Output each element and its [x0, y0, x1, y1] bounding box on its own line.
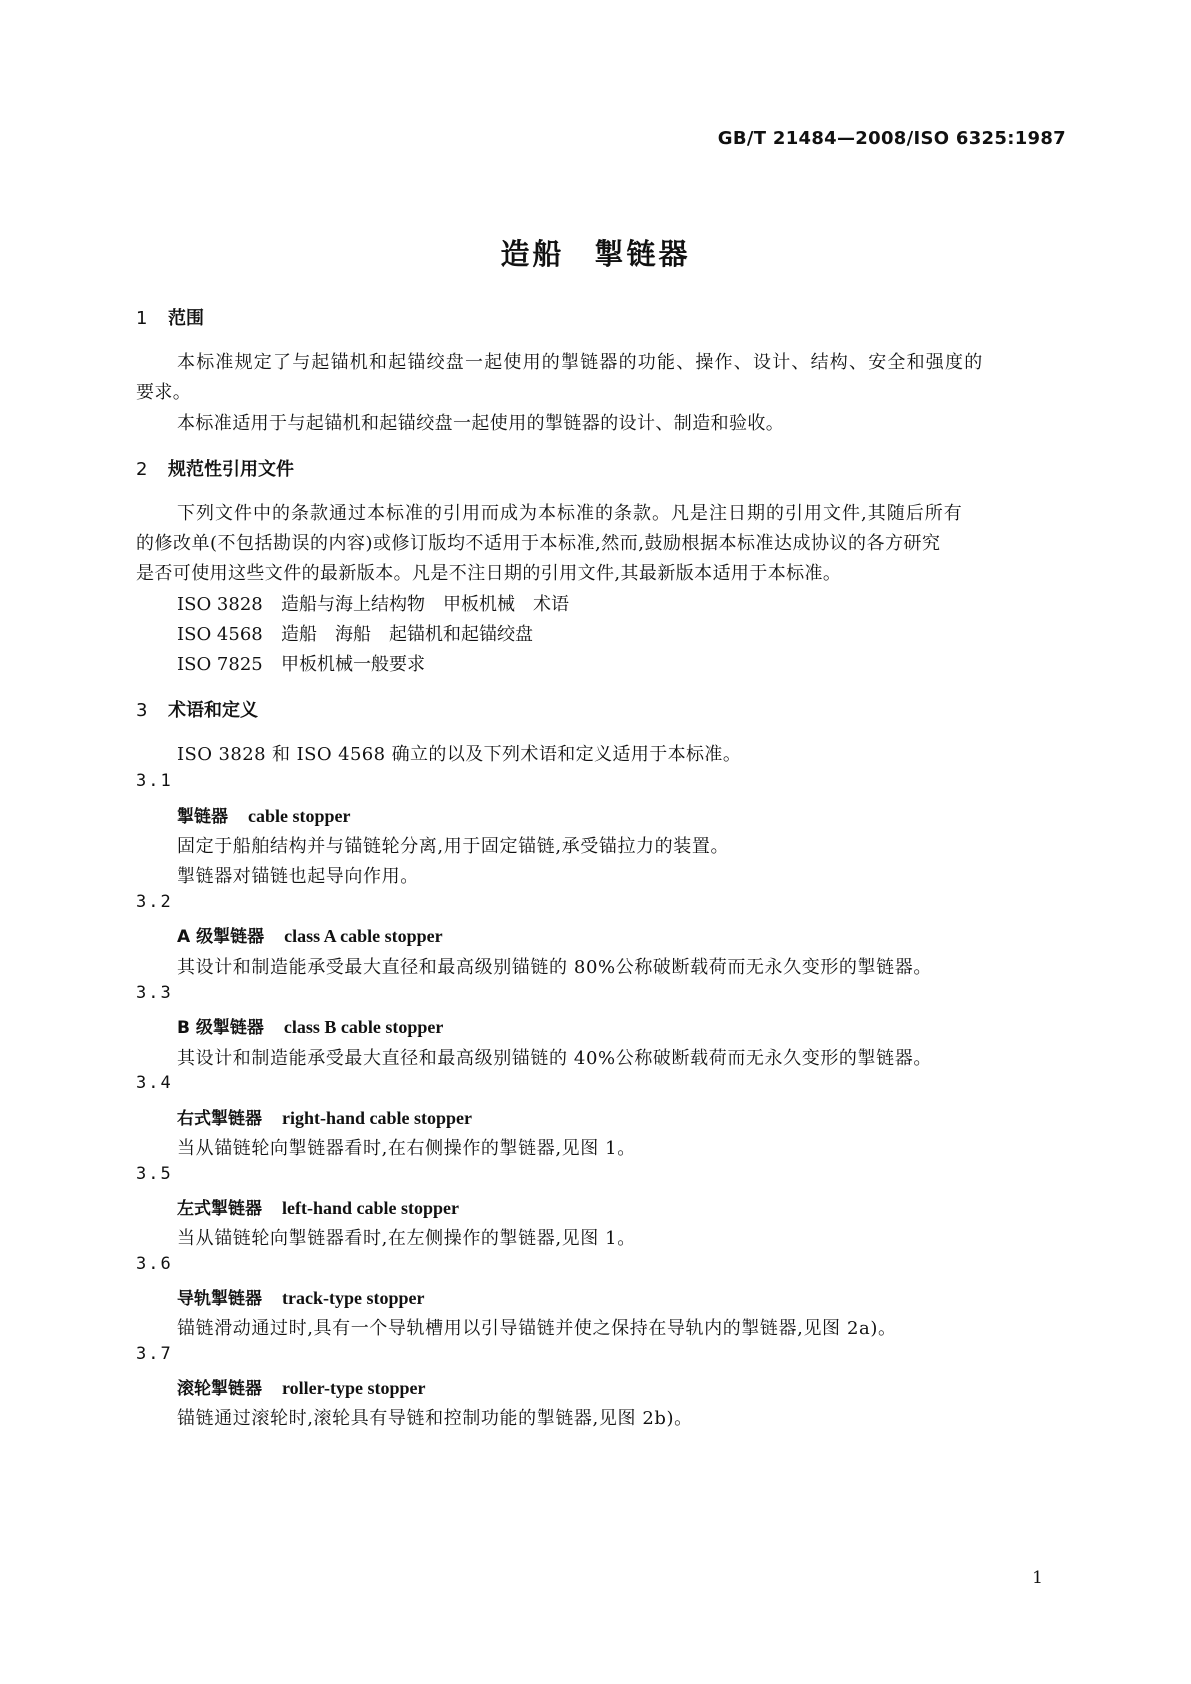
term-zh: 滚轮掣链器 — [177, 1379, 262, 1399]
term-heading — [177, 1013, 443, 1038]
s1-para1-line2: 要求。 — [136, 382, 192, 403]
term-en: roller-type stopper — [282, 1378, 426, 1398]
term-number: 3.3 — [136, 983, 173, 1003]
term-number: 3.5 — [136, 1164, 173, 1184]
term-en: class B cable stopper — [283, 1017, 444, 1037]
reference-item — [177, 620, 533, 646]
term-en: track-type stopper — [282, 1288, 425, 1308]
term-zh: 右式掣链器 — [177, 1109, 262, 1129]
term-definition: 锚链滑动通过时,具有一个导轨槽用以引导锚链并使之保持在导轨内的掣链器,见图 2a)。 — [177, 1318, 897, 1339]
section-title: 规范性引用文件 — [168, 459, 294, 480]
reference-item — [177, 650, 425, 676]
term-number: 3.1 — [136, 771, 173, 791]
page-number: 1 — [1032, 1568, 1043, 1588]
term-zh: 导轨掣链器 — [177, 1289, 262, 1309]
term-definition: 其设计和制造能承受最大直径和最高级别锚链的 80%公称破断载荷而无永久变形的掣链器。 — [177, 957, 932, 978]
term-heading — [177, 1374, 425, 1399]
term-number: 3.2 — [136, 892, 173, 912]
term-zh: 掣链器 — [177, 807, 228, 827]
term-en: left-hand cable stopper — [282, 1198, 459, 1218]
reference-title: 甲板机械一般要求 — [281, 654, 425, 675]
title-part-2: 掣链器 — [594, 237, 691, 271]
term-heading — [177, 922, 443, 947]
term-en: class A cable stopper — [284, 926, 443, 946]
section-2-heading — [136, 455, 294, 481]
term-zh: B 级掣链器 — [177, 1018, 264, 1038]
reference-title: 造船 海船 起锚机和起锚绞盘 — [281, 624, 533, 645]
section-number: 3 — [136, 700, 148, 721]
reference-item — [177, 590, 569, 616]
term-zh: 左式掣链器 — [177, 1199, 262, 1219]
term-heading — [177, 1104, 472, 1129]
reference-code: ISO 3828 — [177, 594, 263, 615]
term-definition: 其设计和制造能承受最大直径和最高级别锚链的 40%公称破断载荷而无永久变形的掣链器。 — [177, 1048, 932, 1069]
term-en: cable stopper — [248, 806, 351, 826]
term-heading — [177, 1194, 459, 1219]
s2-para-line2: 的修改单(不包括勘误的内容)或修订版均不适用于本标准,然而,鼓励根据本标准达成协议的各方研究 — [136, 533, 941, 554]
s2-para-line1: 下列文件中的条款通过本标准的引用而成为本标准的条款。凡是注日期的引用文件,其随后所有 — [177, 503, 963, 524]
reference-title: 造船与海上结构物 甲板机械 术语 — [281, 594, 569, 615]
reference-code: ISO 4568 — [177, 624, 263, 645]
term-number: 3.4 — [136, 1073, 173, 1093]
term-definition: 固定于船舶结构并与锚链轮分离,用于固定锚链,承受锚拉力的装置。 — [177, 836, 730, 857]
term-definition: 当从锚链轮向掣链器看时,在右侧操作的掣链器,见图 1。 — [177, 1138, 636, 1159]
section-number: 1 — [136, 308, 148, 329]
term-note: 掣链器对锚链也起导向作用。 — [177, 866, 419, 887]
section-1-heading — [136, 304, 204, 330]
section-title: 范围 — [168, 308, 204, 329]
term-zh: A 级掣链器 — [177, 927, 265, 947]
term-en: right-hand cable stopper — [282, 1108, 473, 1128]
page-title — [0, 232, 1191, 273]
s2-para-line3: 是否可使用这些文件的最新版本。凡是不注日期的引用文件,其最新版本适用于本标准。 — [136, 563, 842, 584]
title-part-1: 造船 — [500, 237, 565, 271]
reference-code: ISO 7825 — [177, 654, 263, 675]
term-definition: 当从锚链轮向掣链器看时,在左侧操作的掣链器,见图 1。 — [177, 1228, 636, 1249]
term-number: 3.6 — [136, 1254, 173, 1274]
section-number: 2 — [136, 459, 148, 480]
section-title: 术语和定义 — [168, 700, 258, 721]
term-number: 3.7 — [136, 1344, 173, 1364]
s1-para1-line1: 本标准规定了与起锚机和起锚绞盘一起使用的掣链器的功能、操作、设计、结构、安全和强度的 — [177, 352, 984, 373]
s1-para2: 本标准适用于与起锚机和起锚绞盘一起使用的掣链器的设计、制造和验收。 — [177, 413, 785, 434]
s3-intro: ISO 3828 和 ISO 4568 确立的以及下列术语和定义适用于本标准。 — [177, 744, 742, 765]
term-definition: 锚链通过滚轮时,滚轮具有导链和控制功能的掣链器,见图 2b)。 — [177, 1408, 693, 1429]
term-heading — [177, 802, 351, 827]
section-3-heading — [136, 696, 258, 722]
term-heading — [177, 1284, 424, 1309]
standard-code: GB/T 21484—2008/ISO 6325:1987 — [717, 128, 1066, 149]
